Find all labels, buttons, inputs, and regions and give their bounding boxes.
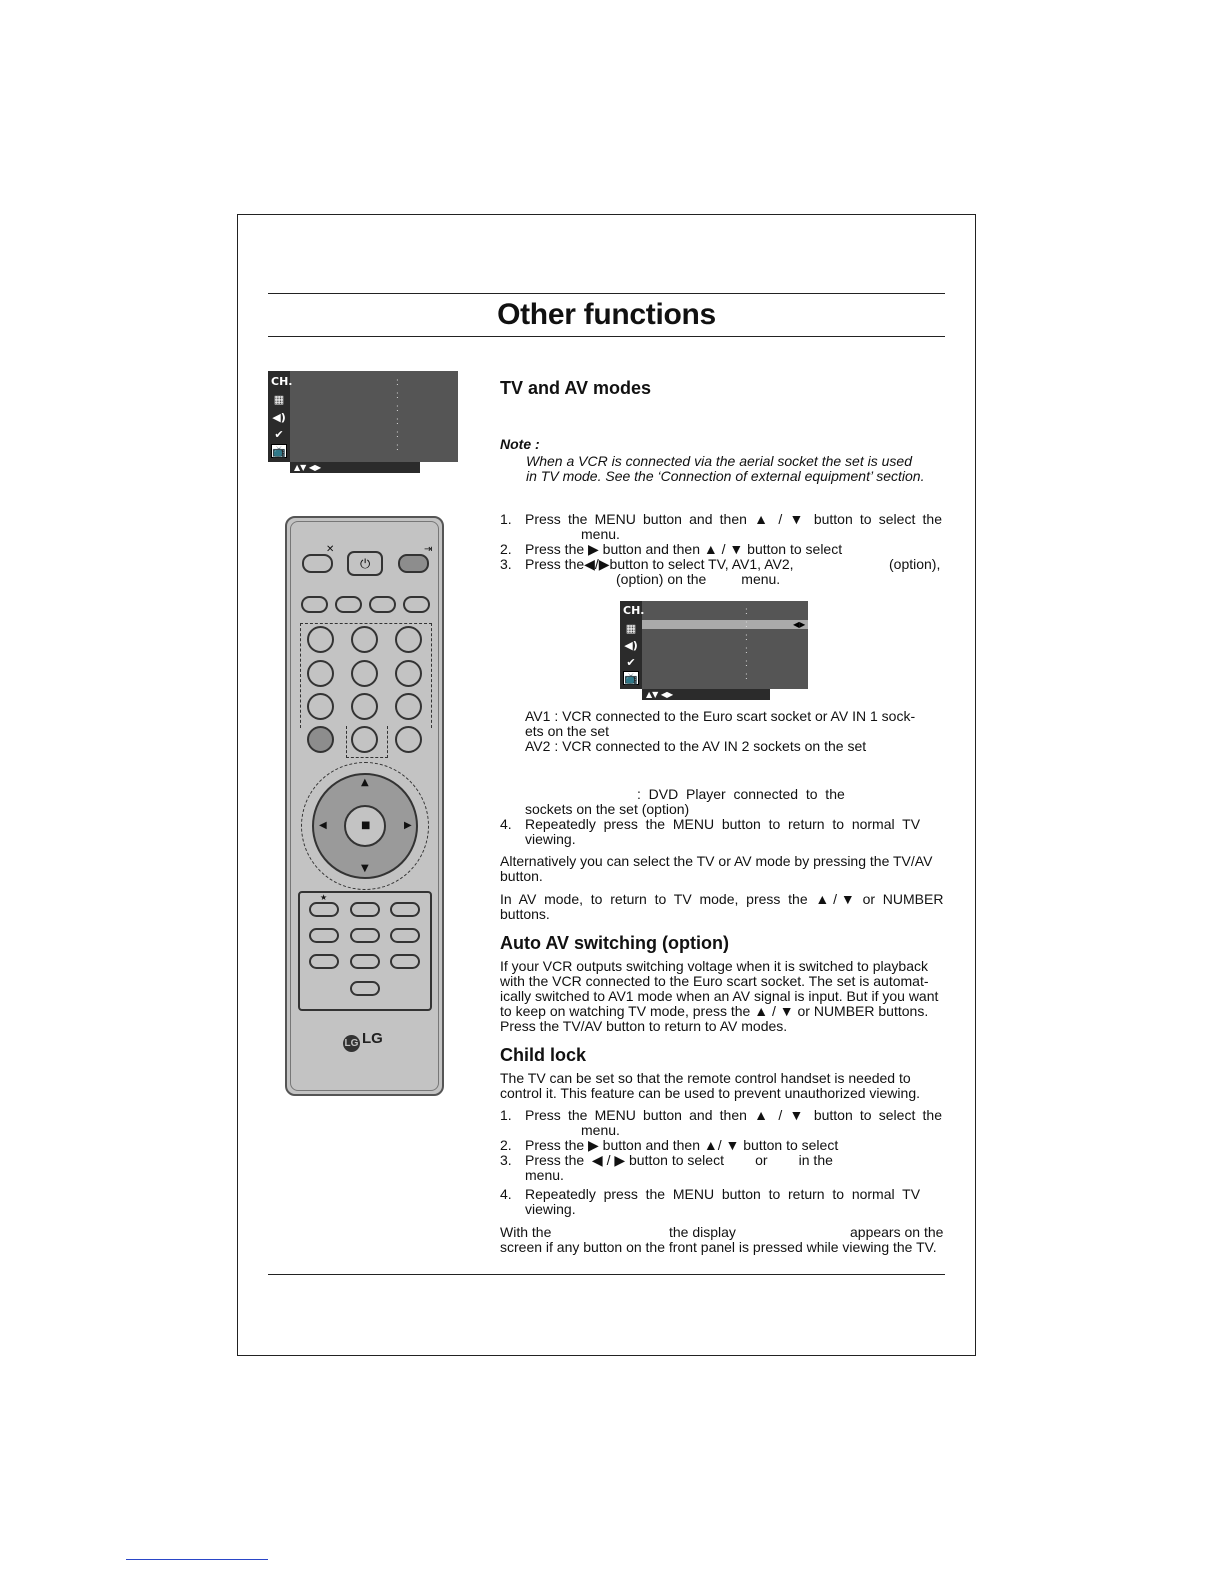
special-menu-icon: 📺 bbox=[624, 672, 638, 685]
number-button bbox=[351, 660, 378, 687]
menu-colon: : bbox=[745, 645, 748, 656]
number-button bbox=[351, 626, 378, 653]
color-button bbox=[403, 596, 430, 613]
av2-description: AV2 : VCR connected to the AV IN 2 sockets on the set bbox=[525, 738, 867, 754]
paragraph: the display bbox=[669, 1224, 736, 1240]
step-text: (option) on the menu. bbox=[616, 571, 781, 587]
step-text: Press the ▶ button and then ▲/ ▼ button to select bbox=[525, 1137, 839, 1153]
footer-rule bbox=[268, 1274, 945, 1275]
step-text: Press the ◀ / ▶ button to select or in the bbox=[525, 1152, 833, 1168]
color-button bbox=[369, 596, 396, 613]
check-icon: ✔ bbox=[274, 428, 284, 441]
step-text: Repeatedly press the MENU button to return to normal TV bbox=[525, 816, 921, 832]
number-button bbox=[307, 660, 334, 687]
color-button bbox=[335, 596, 362, 613]
paragraph: The TV can be set so that the remote control handset is needed to bbox=[500, 1070, 911, 1086]
picture-icon: ▦ bbox=[273, 393, 285, 406]
channel-icon: CH. bbox=[271, 375, 293, 388]
special-menu-icon: 📺 bbox=[272, 445, 286, 458]
number-button bbox=[351, 693, 378, 720]
av1-description: AV1 : VCR connected to the Euro scart socket or AV IN 1 sock- bbox=[525, 708, 916, 724]
picture-icon: ▦ bbox=[625, 622, 637, 635]
paragraph: to keep on watching TV mode, press the ▲ / ▼ or NUMBER buttons. bbox=[500, 1003, 929, 1019]
number-button bbox=[351, 726, 378, 753]
function-button bbox=[350, 981, 380, 996]
function-button bbox=[390, 902, 420, 917]
navigation-pad bbox=[301, 762, 429, 890]
sound-icon: ◀) bbox=[624, 639, 638, 652]
number-button bbox=[395, 693, 422, 720]
function-button bbox=[390, 928, 420, 943]
remote-control-illustration bbox=[285, 516, 444, 1096]
section-heading-tv-av: TV and AV modes bbox=[500, 378, 652, 398]
step-text: Press the MENU button and then ▲ / ▼ button to select the bbox=[525, 1107, 942, 1123]
menu-colon: : bbox=[396, 442, 399, 453]
section-heading-child-lock: Child lock bbox=[500, 1045, 587, 1065]
lg-logo bbox=[343, 1030, 383, 1052]
number-button bbox=[395, 660, 422, 687]
function-button bbox=[309, 902, 339, 917]
function-button bbox=[350, 902, 380, 917]
dvd-description: : DVD Player connected to the bbox=[637, 786, 845, 802]
menu-nav-hint: ▲▼ ◀▶ bbox=[642, 689, 770, 700]
step-text: Press the ▶ button and then ▲ / ▼ button to select bbox=[525, 541, 843, 557]
paragraph: If your VCR outputs switching voltage when it is switched to playback bbox=[500, 958, 928, 974]
step-text: Repeatedly press the MENU button to return to normal TV bbox=[525, 1186, 921, 1202]
step-number: 3. bbox=[500, 1152, 512, 1168]
paragraph: In AV mode, to return to TV mode, press the ▲ / ▼ or NUMBER bbox=[500, 891, 944, 907]
step-number: 3. bbox=[500, 556, 512, 572]
list-button bbox=[307, 726, 334, 753]
menu-nav-hint: ▲▼ ◀▶ bbox=[290, 462, 420, 473]
paragraph: buttons. bbox=[500, 906, 550, 922]
note-text: in TV mode. See the ‘Connection of external equipment’ section. bbox=[526, 468, 925, 484]
number-button bbox=[307, 626, 334, 653]
step-text: viewing. bbox=[525, 831, 576, 847]
menu-colon: : bbox=[745, 632, 748, 643]
function-button bbox=[309, 928, 339, 943]
paragraph: appears on the bbox=[850, 1224, 944, 1240]
osd-menu-illustration-selected bbox=[620, 601, 808, 699]
mute-button bbox=[302, 554, 333, 573]
color-button bbox=[301, 596, 328, 613]
step-text: (option), bbox=[889, 556, 941, 572]
paragraph: screen if any button on the front panel is pressed while viewing the TV. bbox=[500, 1239, 937, 1255]
title-rule-top bbox=[268, 293, 945, 294]
recall-button bbox=[395, 726, 422, 753]
function-button bbox=[350, 928, 380, 943]
menu-colon: : bbox=[396, 416, 399, 427]
brand-name: LG bbox=[362, 1030, 383, 1047]
channel-icon: CH. bbox=[623, 604, 645, 617]
menu-colon: : bbox=[745, 619, 748, 630]
dvd-description: sockets on the set (option) bbox=[525, 801, 690, 817]
mute-icon: ✕ bbox=[326, 544, 335, 555]
title-rule-bottom bbox=[268, 336, 945, 337]
paragraph: Alternatively you can select the TV or AV mode by pressing the TV/AV bbox=[500, 853, 933, 869]
step-number: 1. bbox=[500, 1107, 512, 1123]
paragraph: control it. This feature can be used to prevent unauthorized viewing. bbox=[500, 1085, 920, 1101]
step-text: Press the MENU button and then ▲ / ▼ button to select the bbox=[525, 511, 942, 527]
footer-link-underline bbox=[126, 1559, 268, 1560]
number-button bbox=[395, 626, 422, 653]
power-button bbox=[347, 551, 383, 576]
menu-colon: : bbox=[745, 658, 748, 669]
section-heading-auto-av: Auto AV switching (option) bbox=[500, 933, 729, 953]
left-arrow-icon: ◀ bbox=[319, 820, 327, 831]
right-arrow-icon: ▶ bbox=[404, 820, 412, 831]
osd-menu-illustration bbox=[268, 371, 458, 472]
menu-colon: : bbox=[396, 403, 399, 414]
paragraph: with the VCR connected to the Euro scart socket. The set is automat- bbox=[500, 973, 929, 989]
note-label: Note : bbox=[500, 436, 540, 452]
step-text: menu. bbox=[581, 1122, 620, 1138]
function-button bbox=[390, 954, 420, 969]
tv-av-button bbox=[398, 554, 429, 573]
input-icon: ⇥ bbox=[424, 544, 433, 555]
menu-colon: : bbox=[396, 377, 399, 388]
step-text: viewing. bbox=[525, 1201, 576, 1217]
step-text: Press the◀/▶button to select TV, AV1, AV2, bbox=[525, 556, 794, 572]
ok-icon: ■ bbox=[361, 820, 371, 831]
function-button bbox=[350, 954, 380, 969]
menu-colon: : bbox=[745, 606, 748, 617]
menu-highlight-row bbox=[642, 620, 808, 629]
note-text: When a VCR is connected via the aerial socket the set is used bbox=[526, 453, 912, 469]
menu-colon: : bbox=[396, 390, 399, 401]
lg-logo-icon: LG bbox=[343, 1035, 360, 1052]
step-number: 4. bbox=[500, 816, 512, 832]
check-icon: ✔ bbox=[626, 656, 636, 669]
left-right-arrows-icon: ◀▶ bbox=[793, 620, 806, 629]
paragraph: ically switched to AV1 mode when an AV signal is input. But if you want bbox=[500, 988, 939, 1004]
step-number: 2. bbox=[500, 1137, 512, 1153]
paragraph: button. bbox=[500, 868, 543, 884]
step-number: 1. bbox=[500, 511, 512, 527]
av1-description: ets on the set bbox=[525, 723, 610, 739]
number-button bbox=[307, 693, 334, 720]
step-number: 2. bbox=[500, 541, 512, 557]
step-text: menu. bbox=[581, 526, 620, 542]
paragraph: With the bbox=[500, 1224, 552, 1240]
menu-colon: : bbox=[745, 671, 748, 682]
sound-icon: ◀) bbox=[272, 411, 286, 424]
function-button bbox=[309, 954, 339, 969]
page-title: Other functions bbox=[497, 298, 716, 331]
paragraph: Press the TV/AV button to return to AV modes. bbox=[500, 1018, 788, 1034]
menu-colon: : bbox=[396, 429, 399, 440]
step-number: 4. bbox=[500, 1186, 512, 1202]
down-arrow-icon: ▼ bbox=[361, 863, 369, 874]
star-icon: ★ bbox=[320, 893, 328, 902]
step-text: menu. bbox=[525, 1167, 564, 1183]
power-icon: ⏻ bbox=[360, 557, 371, 572]
up-arrow-icon: ▲ bbox=[361, 777, 369, 788]
